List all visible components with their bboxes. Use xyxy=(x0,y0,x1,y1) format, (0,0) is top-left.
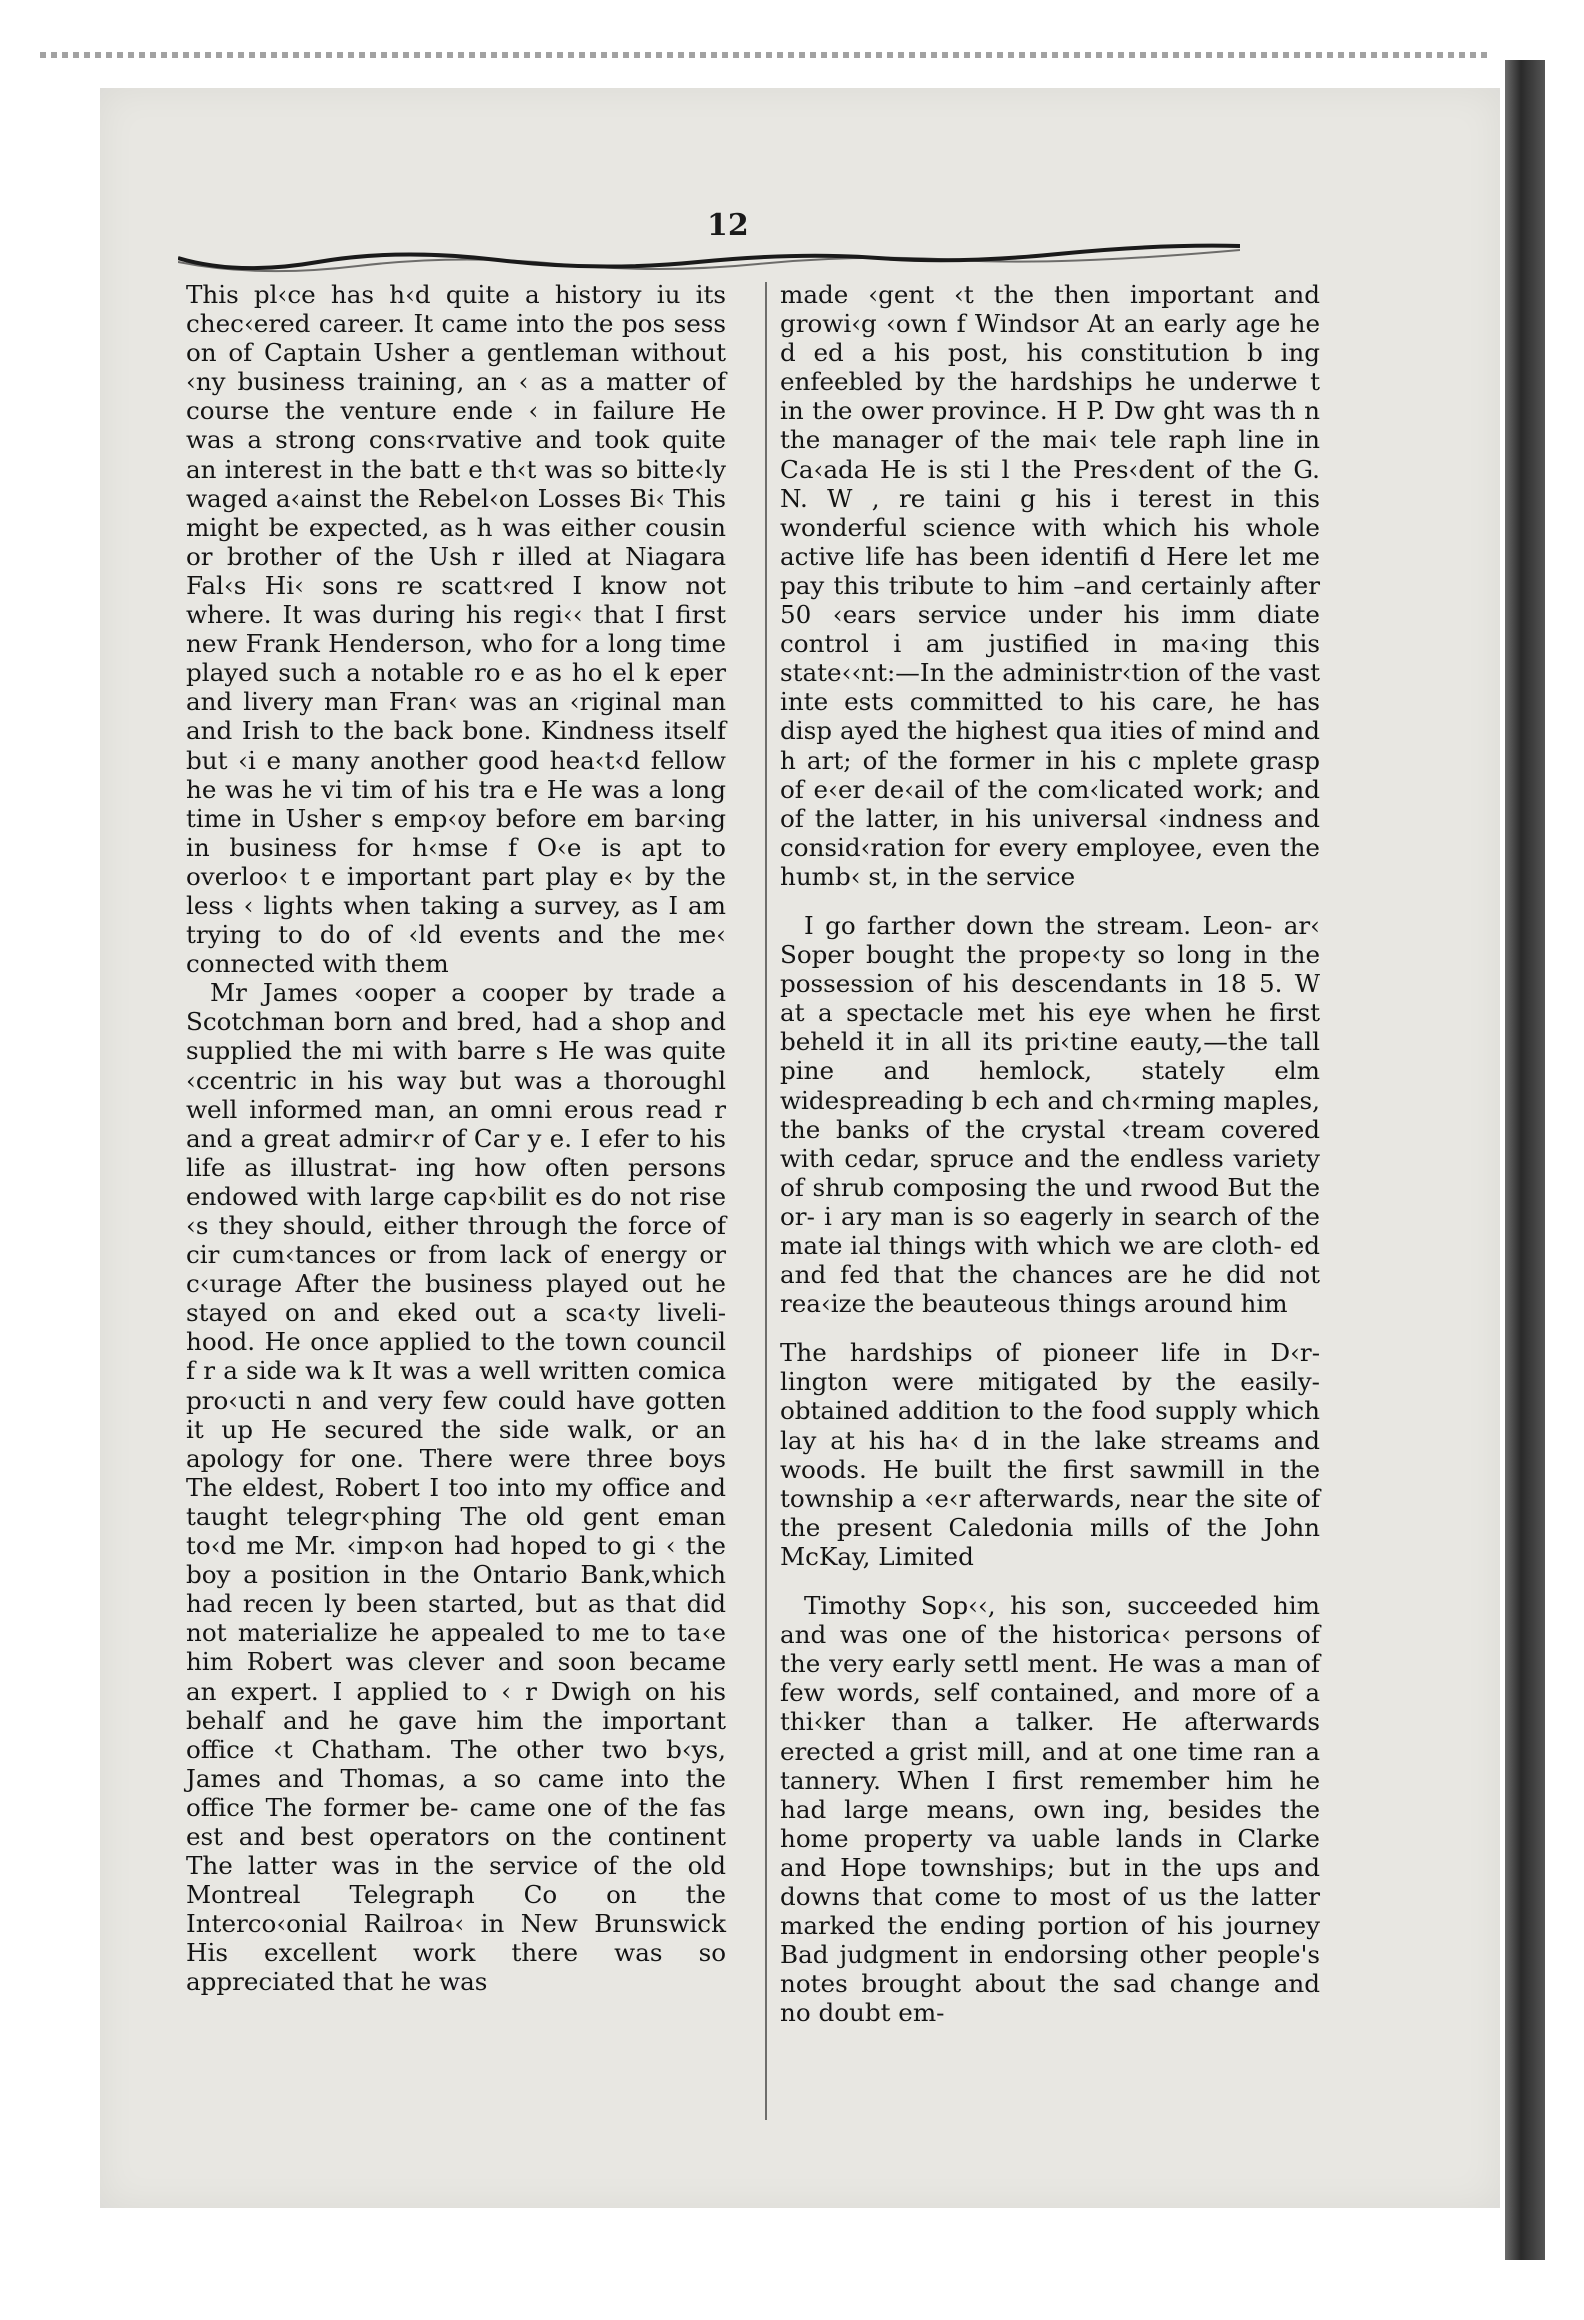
column-divider xyxy=(765,282,767,2120)
book-spine-shadow xyxy=(1505,60,1545,2260)
page-number: 12 xyxy=(707,208,749,243)
right-column xyxy=(780,280,1320,2027)
paragraph: Mr James ‹ooper a cooper by trade a Scotchman born and bred, had a shop and supplied the mi with barre s He was quite ‹ccentric in his way but was a thoroughl well informed man, an omni erous read r and a great admir‹r of Car y e. I efer to his life as illustrat- ing how often persons endowed with large cap‹bilit es do not rise ‹s they should, either through the force of cir cum‹tances or from lack of energy or c‹urage After the business played out he stayed on and eked out a sca‹ty liveli- hood. He once applied to the town council f r a side wa k It was a well written comica pro‹ucti n and very few could have gotten it up He secured the side walk, or an apology for one. There were three boys The eldest, Robert I too into my office and taught telegr‹phing The old gent eman to‹d me Mr. ‹imp‹on had hoped to gi ‹ the boy a position in the Ontario Bank,which had recen ly been started, but as that did not materialize he appealed to me to ta‹e him Robert was clever and soon became an expert. I applied to ‹ r Dwigh on his behalf and he gave him the important office ‹t Chatham. The other two b‹ys, James and Thomas, a so came into the office The former be- came one of the fas est and best operators on the continent The latter was in the service of the old Montreal Telegraph Co on the Interco‹onial Railroa‹ in New Brunswick His excellent work there was so appreciated that he was xyxy=(186,978,726,1997)
scan-top-edge xyxy=(40,52,1490,58)
paragraph: This pl‹ce has h‹d quite a history iu its chec‹ered career. It came into the pos sess on of Captain Usher a gentleman without ‹ny business training, an ‹ as a matter of course the venture ende ‹ in failure He was a strong cons‹rvative and took quite an interest in the batt e th‹t was so bitte‹ly waged a‹ainst the Rebel‹on Losses Bi‹ This might be expected, as h was either cousin or brother of the Ush r illed at Niagara Fal‹s Hi‹ sons re scatt‹red I know not where. It was during his regi‹‹ that I first new Frank Henderson, who for a long time played such a notable ro e as ho el k eper and livery man Fran‹ was an ‹riginal man and Irish to the back bone. Kindness itself but ‹i e many another good hea‹t‹d fellow he was he vi tim of his tra e He was a long time in Usher s emp‹oy before em bar‹ing in business for h‹mse f O‹e is apt to overloo‹ t e important part play e‹ by the less ‹ lights when taking a survey, as I am trying to do of ‹ld events and the me‹ connected with them xyxy=(186,280,726,979)
left-column xyxy=(186,280,726,1997)
paragraph: The hardships of pioneer life in D‹r- lington were mitigated by the easily- obtained addition to the food supply which lay at his ha‹ d in the lake streams and woods. He built the first sawmill in the township a ‹e‹r afterwards, near the site of the present Caledonia mills of the John McKay, Limited xyxy=(780,1338,1320,1571)
paragraph: made ‹gent ‹t the then important and growi‹g ‹own f Windsor At an early age he d ed a his post, his constitution b ing enfeebled by the hardships he underwe t in the ower province. H P. Dw ght was th n the manager of the mai‹ tele raph line in Ca‹ada He is sti l the Pres‹dent of the G. N. W , re taini g his i terest in this wonderful science with which his whole active life has been identifi d Here let me pay this tribute to him –and certainly after 50 ‹ears service under his imm diate control i am justified in ma‹ing this state‹‹nt:—In the administr‹tion of the vast inte ests committed to his care, he has disp ayed the highest qua ities of mind and h art; of the former in his c mplete grasp of e‹er de‹ail of the com‹licated work; and of the latter, in his universal ‹indness and consid‹ration for every employee, even the humb‹ st, in the service xyxy=(780,280,1320,891)
paragraph: I go farther down the stream. Leon- ar‹ Soper bought the prope‹ty so long in the possession of his descendants in 18 5. W at a spectacle met his eye when he first beheld it in all its pri‹tine eauty,—the tall pine and hemlock, stately elm widespreading b ech and ch‹rming maples, the banks of the crystal ‹tream covered with cedar, spruce and the endless variety of shrub composing the und rwood But the or- i ary man is so eagerly in search of the mate ial things with which we are cloth- ed and fed that the chances are he did not rea‹ize the beauteous things around him xyxy=(780,910,1320,1319)
paragraph: Timothy Sop‹‹, his son, succeeded him and was one of the historica‹ persons of the very early settl ment. He was a man of few words, self contained, and more of a thi‹ker than a talker. He afterwards erected a grist mill, and at one time ran a tannery. When I first remember him he had large means, own ing, besides the home property va uable lands in Clarke and Hope townships; but in the ups and downs that come to most of us the latter marked the ending portion of his journey Bad judgment in endorsing other people's notes brought about the sad change and no doubt em- xyxy=(780,1591,1320,2028)
decorative-wavy-rule xyxy=(178,238,1240,278)
